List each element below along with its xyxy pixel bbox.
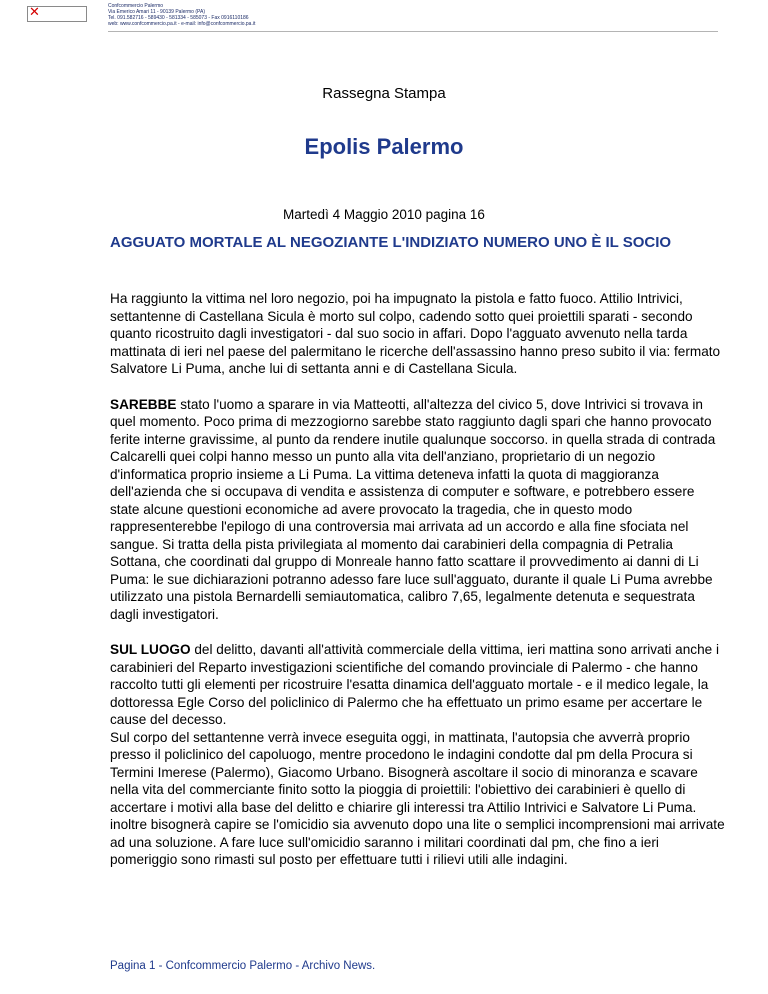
article-paragraph	[110, 396, 725, 624]
contact-line: web: www.confcommercio.pa.it - e-mail: info@confcommercio.pa.it	[108, 21, 256, 27]
organization-contact-info	[108, 3, 255, 27]
article-body	[110, 290, 725, 887]
section-kicker: Rassegna Stampa	[322, 85, 446, 102]
page-footer: Pagina 1 - Confcommercio Palermo - Archivo News.	[110, 960, 376, 972]
article-paragraph	[110, 290, 725, 378]
paragraph-text: stato l'uomo a sparare in via Matteotti, all'altezza del civico 5, dove Intrivici si trovava in quel momento. Poco prima di mezzogiorno sarebbe stato raggiunto dagli spari che hanno provocato ferite interne gravissime, al punto da rendere inutile qualunque soccorso. in quella strada di contrada Calcarelli quei colpi hanno messo un punto alla vita dell'anziano, proprietario di un negozio d'informatica proprio insieme a Li Puma. La vittima deteneva infatti la quota di maggioranza dell'azienda che si occupava di vendita e assistenza di computer e software, e potrebbero essere state alcune questioni economiche ad avere provocato la tragedia, che in questo modo rappresenterebbe l'epilogo di una controversia mai arrivata ad un accordo e alla fine sfociata nel sangue. Si tratta della pista privilegiata al momento dai carabinieri della compagnia di Petralia Sottana, che coordinati dal gruppo di Monreale hanno fatto scattare il provvedimento ai danni di Li Puma: le sue dichiarazioni potranno adesso fare luce sull'agguato, durante il quale Li Puma avrebbe utilizzato una pistola Bernardelli semiautomatica, calibro 7,65, legalmente detenuta e sequestrata dagli investigatori.	[110, 396, 716, 622]
contact-line: Tel. 091.582716 - 589430 - 581334 - 585073 - Fax 0916110186	[108, 15, 249, 21]
contact-line: Via Emerico Amari 11 - 90139 Palermo (PA)	[108, 9, 205, 15]
header-divider	[108, 31, 718, 32]
paragraph-text: Ha raggiunto la vittima nel loro negozio, poi ha impugnato la pistola e fatto fuoco. Attilio Intrivici, settantenne di Castellana Sicula è morto sul colpo, cadendo sotto quei proiettili sparati - secondo quanto ricostruito dagli investigatori - dal suo socio in affari. Dopo l'agguato avvenuto nella tarda mattinata di ieri nel paese del palermitano le ricerche dell'assassino hanno preso subito il via: fermato Salvatore Li Puma, anche lui di settanta anni e di Castellana Sicula.	[110, 291, 721, 376]
document-header	[0, 0, 768, 40]
article-paragraph	[110, 641, 725, 729]
dateline: Martedì 4 Maggio 2010 pagina 16	[283, 207, 485, 222]
contact-line: Confcommercio Palermo	[108, 3, 164, 9]
paragraph-lead: SAREBBE	[110, 396, 177, 412]
paragraph-text: Sul corpo del settantenne verrà invece eseguita oggi, in mattinata, l'autopsia che avverrà proprio presso il policlinico del capoluogo, mentre procedono le indagini condotte dal pm della Procura si Termini Imerese (Palermo), Giacomo Urbano. Bisognerà ascoltare il socio di minoranza e scavare nella vita del commerciante finito sotto la pioggia di proiettili: l'obiettivo dei carabinieri è quello di accertare i motivi alla base del delitto e chiarire gli interessi tra Attilio Intrivici e Salvatore Li Puma. inoltre bisognerà capire se l'omicidio sia avvenuto dopo una lite o semplici incomprensioni mai arrivate ad una soluzione. A fare luce sull'omicidio saranno i militari coordinati dal pm, che fino a ieri pomeriggio sono rimasti sul posto per effettuare tutti i rilievi utili alle indagini.	[110, 729, 725, 867]
close-icon: ✕	[29, 5, 40, 20]
paragraph-text: del delitto, davanti all'attività commerciale della vittima, ieri mattina sono arrivati anche i carabinieri del Reparto investigazioni scientifiche del comando provinciale di Palermo - che hanno raccolto tutti gli elementi per ricostruire l'esatta dinamica dell'agguato mortale - e il medico legale, la dottoressa Egle Corso del policlinico di Palermo che ha effettuato un primo esame per accertare le cause del decesso.	[110, 642, 720, 727]
newspaper-name: Epolis Palermo	[304, 134, 464, 159]
article-paragraph	[110, 729, 725, 869]
paragraph-lead: SUL LUOGO	[110, 642, 191, 657]
broken-image-icon	[27, 6, 87, 22]
article-headline: AGGUATO MORTALE AL NEGOZIANTE L'INDIZIATO NUMERO UNO È IL SOCIO	[110, 234, 672, 251]
